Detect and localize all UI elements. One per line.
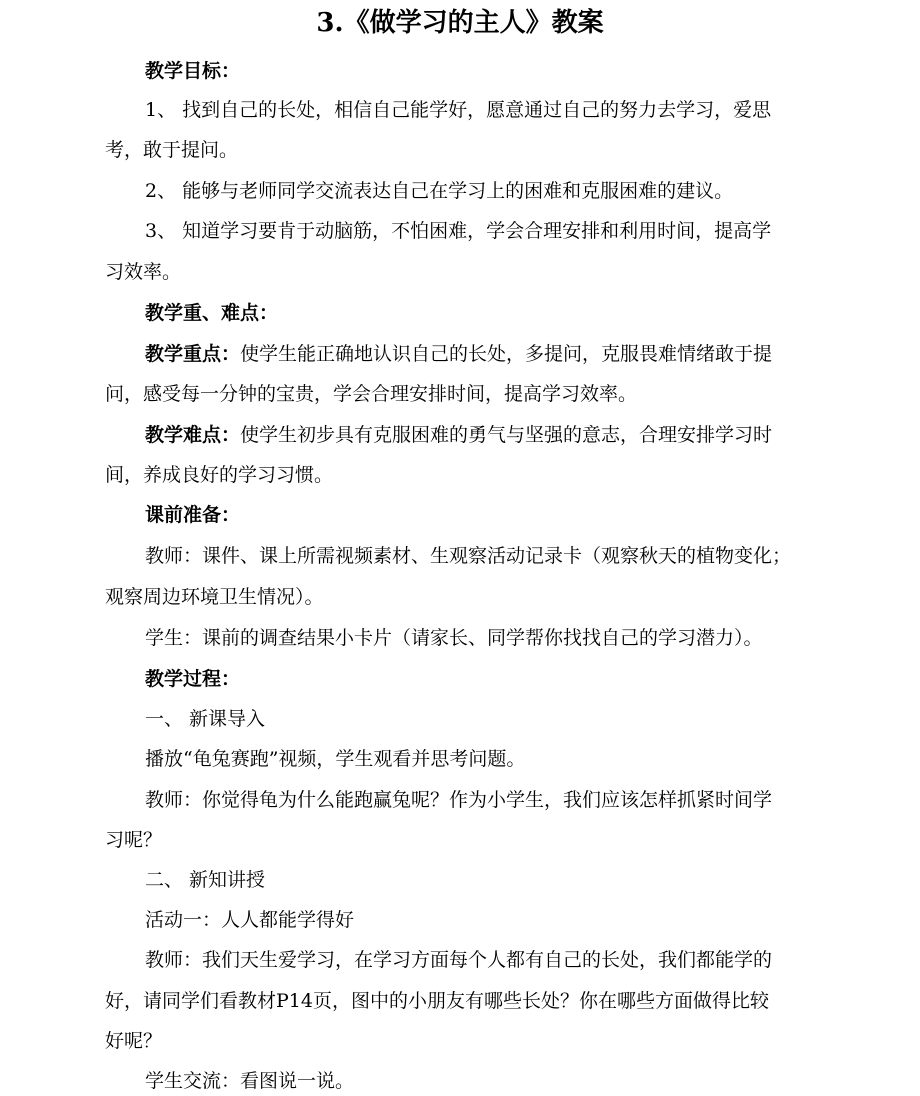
teacher-prep-line-1: 教师：课件、课上所需视频素材、生观察活动记录卡（观察秋天的植物变化； bbox=[145, 545, 792, 567]
teacher-prep-line-2: 观察周边环境卫生情况）。 bbox=[105, 586, 324, 608]
objective-1-line-2: 考，敢于提问。 bbox=[105, 139, 239, 161]
document-title: 3.《做学习的主人》教案 bbox=[316, 8, 604, 38]
activity-1-paragraph-2: 学生交流：看图说一说。 bbox=[145, 1070, 355, 1092]
objective-1-line-1: 1、 找到自己的长处，相信自己能学好，愿意通过自己的努力去学习，爱思 bbox=[145, 99, 772, 121]
difficult-point-text: 使学生初步具有克服困难的勇气与坚强的意志，合理安排学习时 bbox=[240, 424, 773, 446]
section-1-paragraph-1: 播放“龟兔赛跑”视频，学生观看并思考问题。 bbox=[145, 748, 526, 770]
objective-3-line-2: 习效率。 bbox=[105, 261, 182, 283]
important-point-label: 教学重点： bbox=[145, 343, 241, 365]
key-points-heading: 教学重、难点： bbox=[145, 302, 279, 324]
activity-1-paragraph-1-line-3: 好呢？ bbox=[105, 1030, 163, 1052]
activity-1-paragraph-1-line-2: 好，请同学们看教材P14页，图中的小朋友有哪些长处？你在哪些方面做得比较 bbox=[105, 990, 769, 1012]
activity-1-paragraph-1-line-1: 教师：我们天生爱学习，在学习方面每个人都有自己的长处，我们都能学的 bbox=[145, 949, 773, 971]
section-1-paragraph-2-line-2: 习呢？ bbox=[105, 829, 163, 851]
activity-1-title: 活动一：人人都能学得好 bbox=[145, 909, 355, 931]
section-2-title: 二、 新知讲授 bbox=[145, 869, 266, 891]
important-point-text: 使学生能正确地认识自己的长处，多提问，克服畏难情绪敢于提 bbox=[240, 343, 773, 365]
section-1-title: 一、 新课导入 bbox=[145, 708, 266, 730]
section-1-paragraph-2-line-1: 教师：你觉得龟为什么能跑赢兔呢？作为小学生，我们应该怎样抓紧时间学 bbox=[145, 789, 773, 811]
difficult-point-line-2: 间，养成良好的学习习惯。 bbox=[105, 464, 334, 486]
important-point-line-2: 问，感受每一分钟的宝贵，学会合理安排时间，提高学习效率。 bbox=[105, 383, 638, 405]
objective-3-line-1: 3、 知道学习要肯于动脑筋，不怕困难，学会合理安排和利用时间，提高学 bbox=[145, 220, 772, 242]
difficult-point-label: 教学难点： bbox=[145, 424, 241, 446]
important-point-line-1 bbox=[145, 341, 772, 367]
objective-2-line-1: 2、 能够与老师同学交流表达自己在学习上的困难和克服困难的建议。 bbox=[145, 180, 734, 202]
objectives-heading: 教学目标： bbox=[145, 60, 241, 82]
student-prep-line: 学生：课前的调查结果小卡片（请家长、同学帮你找找自己的学习潜力）。 bbox=[145, 627, 763, 649]
process-heading: 教学过程： bbox=[145, 668, 241, 690]
difficult-point-line-1 bbox=[145, 422, 772, 448]
preparation-heading: 课前准备： bbox=[145, 504, 241, 526]
